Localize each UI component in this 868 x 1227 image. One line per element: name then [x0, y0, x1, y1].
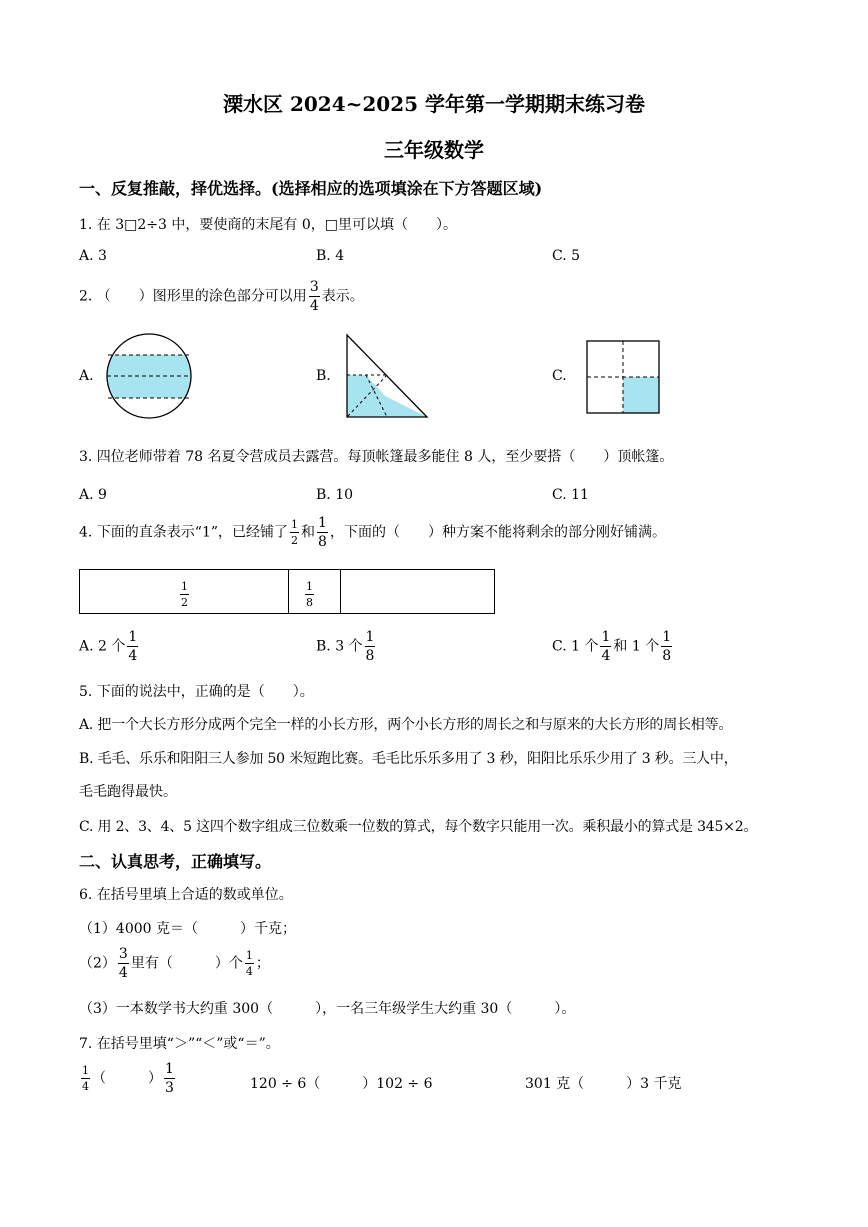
fraction	[164, 1062, 175, 1095]
q4-option-b	[316, 630, 377, 663]
fraction-numerator: 1	[318, 515, 327, 531]
q2-pre: 2. （ ）图形里的涂色部分可以用	[79, 288, 307, 305]
fraction-numerator: 3	[309, 279, 319, 295]
q1-text: 1. 在 3□2÷3 中，要使商的末尾有 0，□里可以填（ ）。	[79, 217, 457, 233]
fraction-denominator: 4	[128, 648, 138, 664]
q2-label-b: B.	[316, 368, 331, 384]
q4-option-b-pre: B. 3 个	[316, 638, 363, 655]
fraction	[365, 630, 376, 663]
fraction	[661, 630, 672, 663]
q1-option-a: A. 3	[79, 248, 107, 264]
fraction-numerator: 1	[181, 580, 188, 593]
strip-cell-eighth	[288, 570, 341, 613]
fraction-denominator: 3	[165, 1080, 174, 1096]
q5-text: 5. 下面的说法中，正确的是（ ）。	[79, 684, 314, 700]
fraction	[81, 1065, 90, 1092]
strip-cell-half	[80, 570, 289, 613]
fraction-numerator: 1	[601, 629, 611, 645]
fraction-denominator: 2	[291, 534, 299, 547]
fraction	[290, 519, 299, 546]
fraction-numerator: 1	[365, 629, 375, 645]
circle-figure	[106, 333, 192, 419]
fraction-denominator: 8	[306, 596, 313, 609]
q5-option-b-line1: B. 毛毛、乐乐和阳阳三人参加 50 米短跑比赛。毛毛比乐乐多用了 3 秒，阳阳比乐乐少用了 3 秒。三人中，	[79, 751, 738, 767]
q3-option-a: A. 9	[79, 487, 107, 503]
page-title: 溧水区 2024~2025 学年第一学期期末练习卷	[222, 92, 645, 116]
section-1-heading: 一、反复推敲，择优选择。(选择相应的选项填涂在下方答题区域)	[79, 179, 543, 198]
fraction-denominator: 8	[318, 534, 327, 550]
q4-post: ，下面的（ ）种方案不能将剩余的部分刚好铺满。	[329, 524, 666, 541]
q7-text: 7. 在括号里填“＞”“＜”或“＝”。	[79, 1036, 280, 1052]
fraction-numerator: 1	[245, 949, 253, 962]
q3-option-b: B. 10	[316, 487, 354, 503]
fraction	[309, 280, 320, 313]
fraction-numerator: 1	[128, 629, 138, 645]
fraction-numerator: 1	[306, 580, 313, 593]
q4-text	[79, 516, 666, 549]
fraction-denominator: 4	[245, 965, 253, 978]
fraction	[118, 947, 129, 980]
fraction-numerator: 1	[82, 1064, 89, 1077]
q5-option-a: A. 把一个大长方形分成两个完全一样的小长方形，两个小长方形的周长之和与原来的大长方形的周长相等。	[79, 717, 733, 733]
q4-option-c-pre: C. 1 个	[552, 638, 599, 655]
q4-option-c	[552, 630, 674, 663]
fraction-denominator: 4	[309, 298, 319, 314]
q6-line1: （1）4000 克＝（ ）千克；	[79, 921, 296, 937]
q1-option-b: B. 4	[316, 248, 345, 264]
square-figure	[586, 340, 660, 414]
q7-compare-1-blank: （ ）	[92, 1070, 162, 1087]
q6-line2-mid: 里有（ ）个	[130, 955, 243, 972]
q7-compare-2: 120 ÷ 6（ ）102 ÷ 6	[250, 1076, 433, 1092]
q2-text	[79, 280, 364, 313]
fraction-denominator: 8	[662, 648, 672, 664]
q6-line2-pre: （2）	[79, 955, 116, 972]
q4-option-a	[79, 630, 140, 663]
fraction-denominator: 4	[118, 965, 128, 981]
q6-line2	[79, 947, 270, 980]
q3-option-c: C. 11	[552, 487, 589, 503]
fraction-numerator: 1	[165, 1061, 174, 1077]
fraction	[600, 630, 611, 663]
q2-label-c: C.	[552, 368, 567, 384]
q7-compare-3: 301 克（ ）3 千克	[525, 1076, 682, 1092]
unit-strip	[79, 569, 495, 614]
q7-compare-1	[79, 1062, 177, 1095]
fraction-numerator: 1	[662, 629, 672, 645]
fraction-denominator: 4	[601, 648, 611, 664]
q2-post: 表示。	[321, 288, 364, 305]
fraction	[245, 950, 254, 977]
triangle-figure	[345, 333, 429, 419]
fraction-denominator: 4	[82, 1080, 89, 1093]
fraction	[127, 630, 138, 663]
fraction-denominator: 2	[181, 596, 188, 609]
q6-line3: （3）一本数学书大约重 300（ ），一名三年级学生大约重 30（ ）。	[79, 1001, 576, 1017]
q4-option-c-mid: 和 1 个	[613, 638, 660, 655]
fraction	[305, 581, 314, 608]
q1-option-c: C. 5	[552, 248, 581, 264]
fraction-denominator: 8	[365, 648, 375, 664]
fraction-numerator: 1	[291, 518, 299, 531]
page-subtitle: 三年级数学	[384, 138, 484, 162]
q6-line2-post: ；	[255, 955, 270, 972]
q2-label-a: A.	[79, 368, 94, 384]
q4-mid: 和	[301, 524, 316, 541]
fraction	[317, 516, 328, 549]
q3-text: 3. 四位老师带着 78 名夏令营成员去露营。每顶帐篷最多能住 8 人，至少要搭（ ）顶帐篷。	[79, 449, 674, 465]
q4-pre: 4. 下面的直条表示“1”，已经铺了	[79, 524, 289, 541]
fraction	[180, 581, 189, 608]
q5-option-b-line2: 毛毛跑得最快。	[79, 784, 177, 800]
fraction-numerator: 3	[118, 946, 128, 962]
q6-text: 6. 在括号里填上合适的数或单位。	[79, 887, 293, 903]
q5-option-c: C. 用 2、3、4、5 这四个数字组成三位数乘一位数的算式，每个数字只能用一次。乘积最小的算式是 345×2。	[79, 819, 758, 835]
q4-option-a-pre: A. 2 个	[79, 638, 126, 655]
section-2-heading: 二、认真思考，正确填写。	[79, 852, 272, 871]
